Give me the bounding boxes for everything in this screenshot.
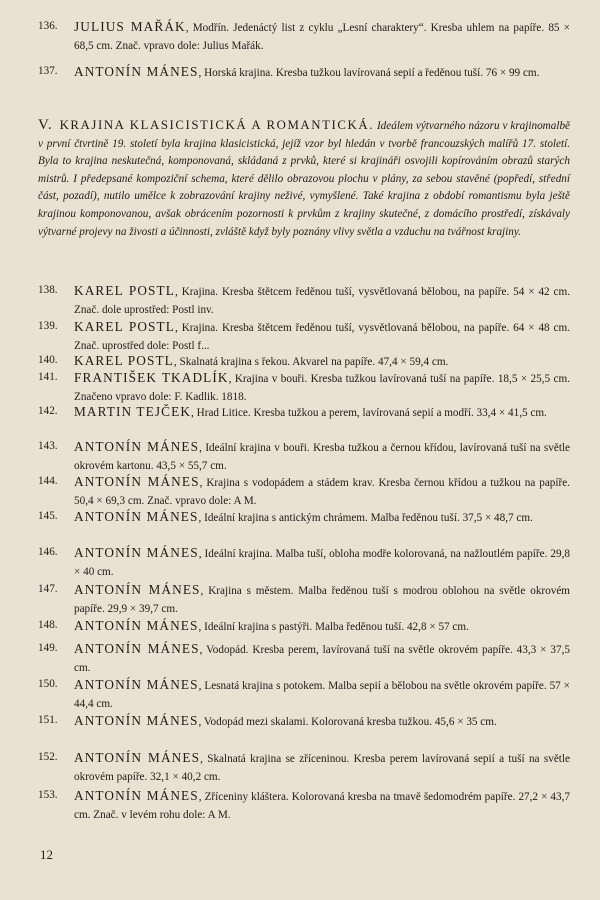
entry-artist: ANTONÍN MÁNES — [74, 439, 200, 454]
entry-description: , Hrad Litice. Kresba tužkou a perem, lavírovaná sepií a modří. 33,4 × 41,5 cm. — [191, 407, 547, 419]
entry-description: , Ideální krajina s antickým chrámem. Malba ředěnou tuší. 37,5 × 48,7 cm. — [198, 512, 533, 524]
entry-number: 142. — [38, 405, 58, 417]
catalog-entry-148 — [38, 617, 570, 637]
entry-description: , Zříceniny kláštera. Kolorovaná kresba na tmavě šedomodrém papíře. 27,2 × 43,7 cm. Znač. v levém rohu dole: A M. — [74, 791, 570, 821]
entry-description: , Krajina v bouři. Kresba tužkou lavírovaná tuší na papíře. 18,5 × 25,5 cm. Značeno vpravo dole: F. Kadlik. 1818. — [74, 373, 570, 403]
entry-number: 141. — [38, 371, 58, 383]
entry-description: , Krajina. Kresba štětcem ředěnou tuší, vysvětlovaná bělobou, na papíře. 64 × 48 cm. Znač. uprostřed dole: Postl f... — [74, 322, 571, 352]
entry-artist: ANTONÍN MÁNES — [74, 582, 201, 597]
catalog-entry-139 — [38, 318, 570, 355]
entry-description: , Krajina. Kresba štětcem ředěnou tuší, vysvětlovaná bělobou, na papíře. 54 × 42 cm. Znač. dole uprostřed: Postl inv. — [74, 286, 571, 316]
section-heading: KRAJINA KLASICISTICKÁ A ROMANTICKÁ. — [59, 118, 375, 132]
entry-description: , Krajina s vodopádem a stádem krav. Kresba černou křídou a tužkou na papíře. 50,4 × 69,3 cm. Znač. vpravo dole: A M. — [74, 477, 570, 507]
catalog-entry-138 — [38, 282, 570, 319]
catalog-entry-152 — [38, 749, 570, 786]
entry-number: 152. — [38, 751, 58, 763]
entry-artist: KAREL POSTL — [74, 319, 175, 334]
section-intro: Ideálem výtvarného názoru v krajinomalbě v první čtvrtině 19. století byla krajina klasicistická, jejíž vzor byl hledán v tvorbě francouzských malířů 17. století. Byla to krajina neskutečná, komponovaná, skládaná z prvků, které si krajináři osvojili kopírováním obrazů starých mistrů. I předepsané kompoziční schema, které dělilo obrazovou plochu v plány, za sebou stavěné (popředí, střední část, pozadí), nutilo umělce k zobrazování krajiny neživé, vymyšlené. Také krajina z období romantismu byla ještě krajinou komponovanou, avšak obrácením pozornosti k prvkům z krajiny skutečné, z domácího prostředí, získávaly výtvarné projevy na živosti a účinnosti, zvláště když byly poznány vlivy světla a vzduchu na tvářnost krajiny. — [38, 120, 571, 238]
entry-artist: ANTONÍN MÁNES — [74, 788, 199, 803]
entry-artist: ANTONÍN MÁNES — [74, 677, 199, 692]
entry-number: 150. — [38, 678, 58, 690]
entry-artist: ANTONÍN MÁNES — [74, 641, 200, 656]
catalog-entry-141 — [38, 369, 570, 406]
catalog-entry-145 — [38, 508, 570, 528]
entry-number: 151. — [38, 714, 58, 726]
entry-description: , Lesnatá krajina s potokem. Malba sepií a bělobou na světle okrovém papíře. 57 × 44,4 cm. — [74, 680, 570, 710]
entry-artist: ANTONÍN MÁNES — [74, 750, 201, 765]
entry-number: 149. — [38, 642, 58, 654]
catalog-entry-150 — [38, 676, 570, 713]
catalog-entry-143 — [38, 438, 570, 475]
catalog-entry-153 — [38, 787, 570, 824]
entry-description: , Ideální krajina s pastýři. Malba ředěnou tuší. 42,8 × 57 cm. — [198, 621, 469, 633]
entry-artist: ANTONÍN MÁNES — [74, 618, 199, 633]
entry-description: , Vodopád mezi skalami. Kolorovaná kresba tužkou. 45,6 × 35 cm. — [198, 716, 497, 728]
catalog-entry-149 — [38, 640, 570, 677]
entry-artist: KAREL POSTL — [74, 353, 174, 368]
entry-description: , Skalnatá krajina se zříceninou. Kresba perem lavírovaná sepií a tuší na světle okrovém papíře. 32,1 × 40,2 cm. — [74, 753, 570, 783]
catalog-entry-146 — [38, 544, 570, 581]
entry-artist: FRANTIŠEK TKADLÍK — [74, 370, 229, 385]
entry-number: 153. — [38, 789, 58, 801]
entry-number: 136. — [38, 20, 58, 32]
entry-number: 147. — [38, 583, 58, 595]
entry-artist: JULIUS MAŘÁK — [74, 19, 186, 34]
entry-description: , Krajina s městem. Malba ředěnou tuší s modrou oblohou na světle okrovém papíře. 29,9 × 39,7 cm. — [74, 585, 570, 615]
catalog-entry-136 — [38, 18, 570, 55]
entry-number: 148. — [38, 619, 58, 631]
entry-number: 144. — [38, 475, 58, 487]
page-number: 12 — [40, 847, 53, 862]
entry-description: , Ideální krajina. Malba tuší, obloha modře kolorovaná, na nažloutlém papíře. 29,8 × 40 cm. — [74, 548, 570, 578]
catalog-entry-144 — [38, 473, 570, 510]
entry-description: , Horská krajina. Kresba tužkou lavírovaná sepií a ředěnou tuší. 76 × 99 cm. — [198, 67, 540, 79]
entry-artist: MARTIN TEJČEK — [74, 404, 192, 419]
entry-artist: ANTONÍN MÁNES — [74, 509, 199, 524]
entry-number: 146. — [38, 546, 58, 558]
entry-number: 143. — [38, 440, 58, 452]
entry-number: 140. — [38, 354, 58, 366]
entry-description: , Modřín. Jedenáctý list z cyklu „Lesní charaktery“. Kresba uhlem na papíře. 85 × 68,5 cm. Znač. vpravo dole: Julius Mařák. — [74, 22, 570, 52]
entry-number: 137. — [38, 65, 58, 77]
entry-artist: KAREL POSTL — [74, 283, 175, 298]
entry-number: 145. — [38, 510, 58, 522]
entry-number: 138. — [38, 284, 58, 296]
catalog-entry-142 — [38, 403, 570, 423]
entry-description: , Vodopád. Kresba perem, lavírovaná tuší na světle okrovém papíře. 43,3 × 37,5 cm. — [74, 644, 570, 674]
catalog-entry-151 — [38, 712, 570, 732]
entry-artist: ANTONÍN MÁNES — [74, 474, 200, 489]
entry-number: 139. — [38, 320, 58, 332]
catalog-entry-147 — [38, 581, 570, 618]
catalog-entry-137 — [38, 63, 570, 83]
entry-description: , Skalnatá krajina s řekou. Akvarel na papíře. 47,4 × 59,4 cm. — [173, 356, 449, 368]
entry-artist: ANTONÍN MÁNES — [74, 64, 199, 79]
entry-artist: ANTONÍN MÁNES — [74, 545, 199, 560]
entry-description: , Ideální krajina v bouři. Kresba tužkou a černou křídou, lavírovaná tuší na světle okrovém kartonu. 43,5 × 55,7 cm. — [74, 442, 571, 472]
entry-artist: ANTONÍN MÁNES — [74, 713, 199, 728]
section-v — [38, 117, 570, 241]
section-numeral: V. — [38, 117, 53, 133]
